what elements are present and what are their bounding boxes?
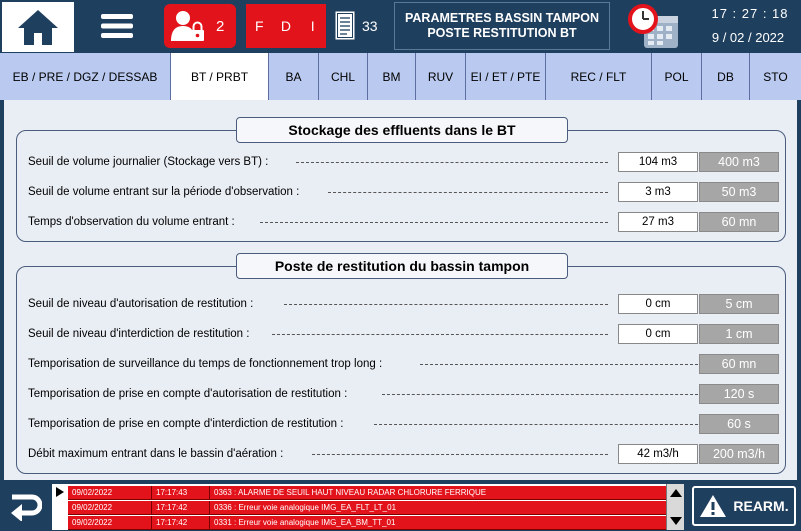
label-seuil-autorisation: Seuil de niveau d'autorisation de restitution : — [28, 298, 254, 310]
alarm-text: 0363 : ALARME DE SEUIL HAUT NIVEAU RADAR CHLORURE FERRIQUE — [214, 487, 487, 497]
home-icon — [15, 7, 61, 47]
row-seuil-interdiction — [28, 324, 608, 344]
limit-tempo-surveillance: 60 mn — [699, 354, 779, 374]
fdi-i[interactable]: I — [310, 18, 315, 34]
scroll-up-icon[interactable] — [667, 486, 685, 500]
fdi-indicators[interactable] — [246, 4, 326, 48]
row-temps-observation — [28, 212, 608, 232]
input-seuil-volume-journalier[interactable]: 104 m3 — [618, 152, 698, 172]
top-bar — [0, 0, 801, 52]
alarm-time: 17:17:43 — [152, 486, 210, 500]
alarm-row[interactable] — [68, 486, 666, 500]
row-tempo-surveillance — [28, 354, 698, 374]
input-seuil-interdiction[interactable]: 0 cm — [618, 324, 698, 344]
calendar-clock-icon — [624, 4, 682, 50]
menu-icon — [100, 13, 134, 39]
section-restitution-title: Poste de restitution du bassin tampon — [236, 253, 568, 279]
tab-eb-pre-dgz-dessab[interactable]: EB / PRE / DGZ / DESSAB — [0, 53, 171, 101]
tab-sto[interactable]: STO — [750, 53, 801, 101]
section-stockage-title: Stockage des effluents dans le BT — [236, 117, 568, 143]
limit-tempo-interdiction: 60 s — [699, 414, 779, 434]
label-seuil-volume-journalier: Seuil de volume journalier (Stockage vers BT) : — [28, 156, 269, 168]
label-debit-maximum: Débit maximum entrant dans le bassin d'aération : — [28, 448, 284, 460]
fdi-f[interactable]: F — [255, 18, 264, 34]
label-tempo-surveillance: Temporisation de surveillance du temps de fonctionnement trop long : — [28, 358, 383, 370]
label-temps-observation: Temps d'observation du volume entrant : — [28, 216, 235, 228]
page-title-line2: POSTE RESTITUTION BT — [427, 26, 577, 40]
rearm-button[interactable] — [692, 486, 796, 526]
limit-temps-observation: 60 mn — [699, 212, 779, 232]
alarm-date: 09/02/2022 — [68, 516, 152, 530]
clock-date: 9 / 02 / 2022 — [711, 30, 785, 45]
alarm-text: 0336 : Erreur voie analogique IMG_EA_FLT_LT_01 — [214, 502, 397, 512]
row-tempo-autorisation — [28, 384, 698, 404]
rearm-label: REARM. — [733, 498, 789, 514]
tab-ei-et-pte[interactable]: EI / ET / PTE — [466, 53, 546, 101]
user-alarm-button[interactable] — [164, 4, 236, 48]
alarm-pointer-icon — [56, 487, 64, 497]
label-tempo-autorisation: Temporisation de prise en compte d'autorisation de restitution : — [28, 388, 348, 400]
alarm-date: 09/02/2022 — [68, 501, 152, 515]
datetime-panel[interactable] — [616, 0, 801, 52]
input-debit-maximum[interactable]: 42 m3/h — [618, 444, 698, 464]
user-alarm-count: 2 — [216, 17, 225, 35]
limit-seuil-volume-entrant: 50 m3 — [699, 182, 779, 202]
limit-seuil-interdiction: 1 cm — [699, 324, 779, 344]
limit-tempo-autorisation: 120 s — [699, 384, 779, 404]
menu-button[interactable] — [78, 2, 156, 50]
documents-count: 33 — [362, 18, 378, 34]
input-temps-observation[interactable]: 27 m3 — [618, 212, 698, 232]
alarm-bar — [0, 480, 801, 531]
page-title — [394, 2, 610, 50]
fdi-d[interactable]: D — [280, 18, 292, 34]
alarm-scrollbar[interactable] — [666, 484, 684, 530]
label-tempo-interdiction: Temporisation de prise en compte d'interdiction de restitution : — [28, 418, 344, 430]
tab-chl[interactable]: CHL — [319, 53, 368, 101]
home-button[interactable] — [2, 2, 74, 52]
input-seuil-autorisation[interactable]: 0 cm — [618, 294, 698, 314]
label-seuil-volume-entrant: Seuil de volume entrant sur la période d'observation : — [28, 186, 300, 198]
warning-icon — [699, 493, 727, 519]
return-arrow-icon — [8, 491, 42, 521]
alarm-date: 09/02/2022 — [68, 486, 152, 500]
scroll-down-icon[interactable] — [667, 514, 685, 528]
alarm-row[interactable] — [68, 501, 666, 515]
tab-ba[interactable]: BA — [269, 53, 319, 101]
tab-pol[interactable]: POL — [652, 53, 702, 101]
document-icon — [334, 11, 356, 41]
label-seuil-interdiction: Seuil de niveau d'interdiction de restitution : — [28, 328, 250, 340]
page-title-line1: PARAMETRES BASSIN TAMPON — [405, 11, 599, 25]
alarm-time: 17:17:42 — [152, 516, 210, 530]
tab-db[interactable]: DB — [702, 53, 750, 101]
user-lock-icon — [170, 8, 206, 44]
tab-rec-flt[interactable]: REC / FLT — [546, 53, 652, 101]
row-tempo-interdiction — [28, 414, 698, 434]
row-seuil-volume-entrant — [28, 182, 608, 202]
limit-seuil-volume-journalier: 400 m3 — [699, 152, 779, 172]
limit-debit-maximum: 200 m3/h — [699, 444, 779, 464]
tab-bm[interactable]: BM — [368, 53, 416, 101]
main-content — [0, 100, 801, 480]
alarm-time: 17:17:42 — [152, 501, 210, 515]
tab-bar — [0, 52, 801, 100]
alarm-row[interactable] — [68, 516, 666, 530]
alarm-text: 0331 : Erreur voie analogique IMG_EA_BM_TT_01 — [214, 517, 396, 527]
alarm-list — [52, 484, 666, 530]
back-button[interactable] — [4, 484, 46, 528]
input-seuil-volume-entrant[interactable]: 3 m3 — [618, 182, 698, 202]
row-seuil-autorisation — [28, 294, 608, 314]
tab-ruv[interactable]: RUV — [416, 53, 466, 101]
tab-bt-prbt[interactable]: BT / PRBT — [171, 53, 269, 101]
documents-button[interactable] — [334, 4, 392, 48]
row-debit-maximum — [28, 444, 608, 464]
clock-time: 17 : 27 : 18 — [711, 6, 789, 21]
row-seuil-volume-journalier — [28, 152, 608, 172]
limit-seuil-autorisation: 5 cm — [699, 294, 779, 314]
